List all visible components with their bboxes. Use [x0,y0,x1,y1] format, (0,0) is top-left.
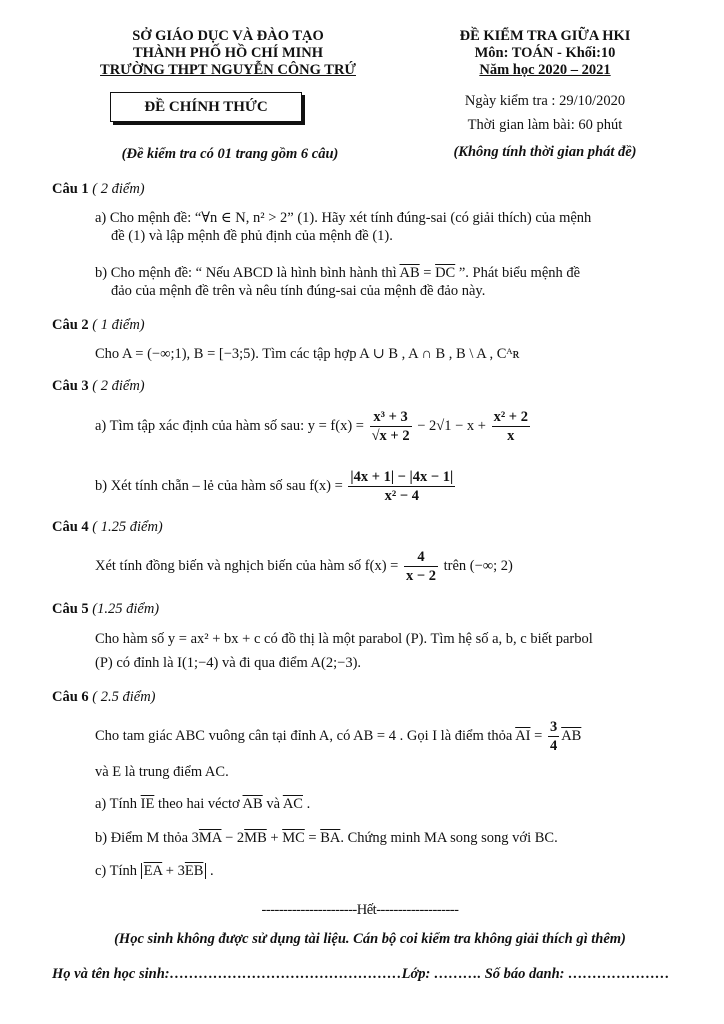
equals: = [530,727,546,744]
question-label: Câu 2 [52,317,89,333]
text: ”. Phát biểu mệnh đề [455,265,581,281]
official-exam-stamp: ĐỀ CHÍNH THỨC [110,92,302,122]
text: Xét tính đồng biến và nghịch biến của hàm số f(x) = [95,557,399,574]
question-points: ( 2.5 điểm) [92,689,156,705]
question-label: Câu 3 [52,378,89,394]
text: a) Tìm tập xác định của hàm số sau: y = f(x) = [95,417,364,434]
text: . Chứng minh MA song song với BC. [340,830,558,846]
vector-ab: $\overline{AB}$ [242,796,263,812]
text: và [262,796,283,812]
numerator: x³ + 3 [370,408,412,427]
text: + [266,830,283,846]
text: b) Điểm M thỏa 3 [95,830,199,846]
question-6-line1 [95,718,675,755]
question-points: ( 1.25 điểm) [92,519,163,535]
fraction [370,408,412,445]
vector-ie: $\overline{IE}$ [140,796,155,812]
question-5-line1: Cho hàm số y = ax² + bx + c có đồ thị là một parabol (P). Tìm hệ số a, b, c biết parbol [95,631,593,647]
school-year: Năm học 2020 – 2021 [479,62,611,78]
vector-mc: $\overline{MC}$ [282,830,305,846]
question-2-text: Cho A = (−∞;1), B = [−3;5). Tìm các tập hợp A ∪ B , A ∩ B , B \ A , Cᴬʀ [95,346,520,362]
vector-ab: $\overline{AB}$ [561,727,582,744]
fraction [348,468,455,505]
time-note: (Không tính thời gian phát đề) [453,144,637,160]
denominator: x [507,428,515,445]
question-6-heading [52,688,156,706]
fraction [548,718,559,755]
question-1a-line1: a) Cho mệnh đề: “∀n ∈ N, n² > 2” (1). Hãy xét tính đúng-sai (có giải thích) của mệnh [95,210,592,226]
header-right [430,28,660,79]
vector-mb: $\overline{MB}$ [244,830,267,846]
text: = [304,830,321,846]
vector-ea: $\overline{EA}$ [143,863,163,879]
question-1b-line2: đảo của mệnh đề trên và nêu tính đúng-sai của mệnh đề đảo này. [111,283,486,300]
text: . [302,796,311,812]
question-3a [95,408,675,445]
end-marker: ----------------------Hết------------------- [261,902,459,918]
question-5-heading [52,600,159,618]
denominator: x − 2 [405,568,436,585]
vector-ba: $\overline{BA}$ [320,830,341,846]
student-info-line: Họ và tên học sinh:…………………………………………Lớp: ………. Số báo danh: ………………… [52,966,670,982]
exam-date: Ngày kiểm tra : 29/10/2020 [464,93,626,109]
text: b) Xét tính chẵn – lẻ của hàm số sau f(x) = [95,477,343,494]
question-6b [95,829,675,847]
header-left [78,28,378,79]
text: . [206,863,214,879]
text: c) Tính [95,863,141,879]
denominator: √x + 2 [371,428,410,445]
question-3-heading [52,377,145,395]
question-label: Câu 6 [52,689,89,705]
equals: = [419,265,436,281]
footer-note: (Học sinh không được sử dụng tài liệu. Cán bộ coi kiểm tra không giải thích gì thêm) [114,931,626,947]
numerator: |4x + 1| − |4x − 1| [348,468,455,487]
question-label: Câu 4 [52,519,89,535]
fraction [404,548,438,585]
pages-note: (Đề kiểm tra có 01 trang gồm 6 câu) [121,146,339,162]
exam-title: ĐỀ KIỂM TRA GIỮA HKI [459,28,631,44]
question-3b [95,468,675,505]
vector-ma: $\overline{MA}$ [198,830,222,846]
question-6a [95,795,675,813]
question-1b [95,264,675,300]
vector-ab: $\overline{AB}$ [399,265,420,281]
question-points: ( 2 điểm) [92,181,145,197]
school-name: TRƯỜNG THPT NGUYỄN CÔNG TRỨ [100,62,356,78]
question-5-line2: (P) có đỉnh là I(1;−4) và đi qua điểm A(2;−3). [95,655,362,672]
question-points: ( 1 điểm) [92,317,145,333]
question-1a-line2: đề (1) và lập mệnh đề phủ định của mệnh đề (1). [111,228,393,245]
question-label: Câu 5 [52,601,89,617]
denominator: x² − 4 [384,488,419,505]
text: b) Cho mệnh đề: “ Nếu ABCD là hình bình hành thì [95,265,400,281]
magnitude-expression [141,863,207,879]
vector-dc: $\overline{DC}$ [435,265,456,281]
question-4-heading [52,518,163,536]
department-name: SỞ GIÁO DỤC VÀ ĐÀO TẠO [132,28,324,44]
text: + 3 [162,863,185,879]
text: Cho tam giác ABC vuông cân tại đỉnh A, có AB = 4 . Gọi I là điểm thỏa [95,727,516,744]
numerator: 4 [404,548,438,567]
question-1b-line1 [95,264,675,282]
question-label: Câu 1 [52,181,89,197]
exam-duration: Thời gian làm bài: 60 phút [467,117,623,133]
vector-ac: $\overline{AC}$ [282,796,303,812]
question-points: (1.25 điểm) [92,601,160,617]
text: a) Tính [95,796,141,812]
fraction [492,408,530,445]
numerator: 3 [548,718,559,737]
question-2-heading [52,316,145,334]
question-points: ( 2 điểm) [92,378,145,394]
text: trên (−∞; 2) [443,557,513,574]
text: − 2√1 − x + [417,417,486,434]
subject-line: Môn: TOÁN - Khối:10 [474,45,616,61]
question-5-text [95,630,675,672]
question-6c [95,862,675,880]
vector-eb: $\overline{EB}$ [184,863,204,879]
denominator: 4 [549,738,558,755]
text: theo hai véctơ [154,796,243,812]
question-6-line2: và E là trung điểm AC. [95,764,229,780]
question-1a [95,209,675,245]
vector-ai: $\overline{AI}$ [515,727,531,744]
text: − 2 [221,830,245,846]
city-name: THÀNH PHỐ HỒ CHÍ MINH [132,45,324,61]
question-4-text [95,548,675,585]
numerator: x² + 2 [492,408,530,427]
question-1-heading [52,180,145,198]
